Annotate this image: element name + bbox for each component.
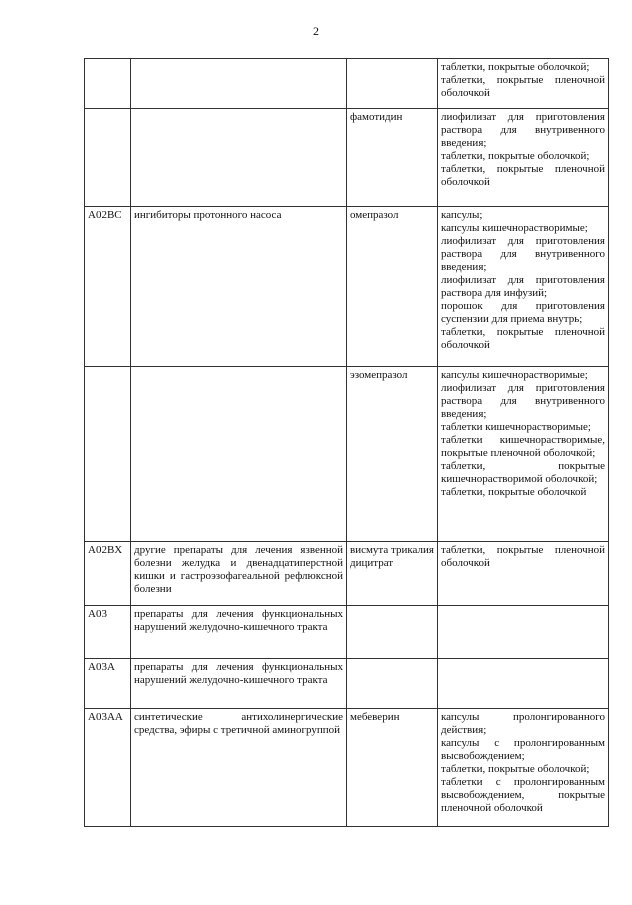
table-row [85,109,609,207]
dosage-form: порошок для приготовления суспензии для приема внутрь; [441,300,605,325]
dosage-forms-cell [438,542,609,606]
table-row [85,606,609,659]
table-row [85,207,609,367]
group-cell [131,59,347,109]
dosage-form: капсулы кишечнорастворимые; [441,369,588,381]
page-number: 2 [313,24,319,38]
atc-code-cell: A03 [85,606,131,659]
group-cell: препараты для лечения функциональных нарушений желудочно-кишечного тракта [131,606,347,659]
atc-code-cell: A02BX [85,542,131,606]
table-row [85,709,609,827]
dosage-forms-cell [438,109,609,207]
dosage-form: таблетки, покрытые кишечнорастворимой оболочкой; [441,460,605,485]
dosage-form: таблетки, покрытые пленочной оболочкой [441,163,605,188]
group-cell [131,367,347,542]
dosage-form: таблетки, покрытые оболочкой; [441,150,590,162]
drug-name-cell: эзомепразол [347,367,438,542]
table-row [85,59,609,109]
dosage-form: лиофилизат для приготовления раствора для внутривенного введения; [441,235,605,273]
table-row [85,659,609,709]
drug-name-cell [347,59,438,109]
dosage-forms-cell [438,709,609,827]
drug-name-cell: омепразол [347,207,438,367]
atc-code-cell: A03AA [85,709,131,827]
atc-code-cell [85,59,131,109]
drug-table [84,58,609,827]
group-cell: синтетические антихолинергические средства, эфиры с третичной аминогруппой [131,709,347,827]
dosage-form: таблетки, покрытые пленочной оболочкой [441,544,605,569]
drug-name-cell [347,606,438,659]
dosage-form: таблетки кишечнорастворимые, покрытые пленочной оболочкой; [441,434,605,459]
dosage-form: лиофилизат для приготовления раствора для внутривенного введения; [441,111,605,149]
dosage-forms-cell [438,207,609,367]
group-cell: препараты для лечения функциональных нарушений желудочно-кишечного тракта [131,659,347,709]
dosage-form: таблетки, покрытые оболочкой; [441,763,590,775]
drug-name-cell [347,659,438,709]
table-row [85,367,609,542]
dosage-form: лиофилизат для приготовления раствора для внутривенного введения; [441,382,605,420]
dosage-forms-cell [438,367,609,542]
dosage-form: таблетки кишечнорастворимые; [441,421,591,433]
dosage-form: таблетки, покрытые оболочкой; [441,61,590,73]
dosage-form: лиофилизат для приготовления раствора для инфузий; [441,274,605,299]
group-cell [131,109,347,207]
drug-name-cell: висмута трикалия дицитрат [347,542,438,606]
atc-code-cell: A02BC [85,207,131,367]
group-cell: ингибиторы протонного насоса [131,207,347,367]
dosage-form: таблетки, покрытые оболочкой [441,486,587,498]
drug-name-cell: мебеверин [347,709,438,827]
dosage-forms-cell [438,59,609,109]
dosage-form: капсулы кишечнорастворимые; [441,222,588,234]
atc-code-cell: A03A [85,659,131,709]
dosage-form: таблетки с пролонгированным высвобождением, покрытые пленочной оболочкой [441,776,605,814]
atc-code-cell [85,367,131,542]
table-row [85,542,609,606]
dosage-forms-cell [438,606,609,659]
dosage-form: капсулы с пролонгированным высвобождением; [441,737,605,762]
dosage-form: таблетки, покрытые пленочной оболочкой [441,74,605,99]
group-cell: другие препараты для лечения язвенной болезни желудка и двенадцатиперстной кишки и гастроэзофагеальной рефлюксной болезни [131,542,347,606]
dosage-form: капсулы; [441,209,483,221]
dosage-form: капсулы пролонгированного действия; [441,711,605,736]
atc-code-cell [85,109,131,207]
dosage-forms-cell [438,659,609,709]
drug-name-cell: фамотидин [347,109,438,207]
dosage-form: таблетки, покрытые пленочной оболочкой [441,326,605,351]
